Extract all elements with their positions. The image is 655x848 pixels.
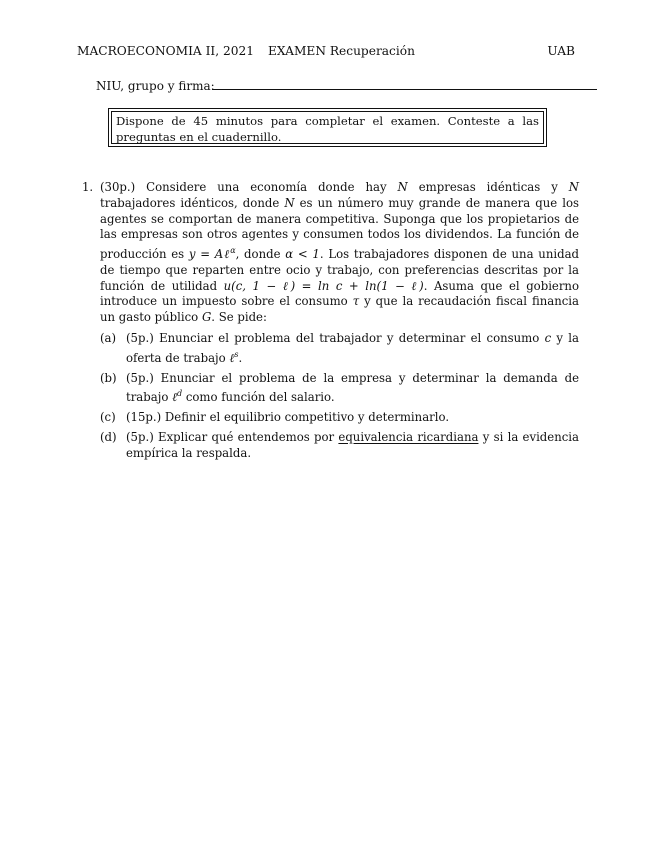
exam-title: EXAMEN Recuperación <box>268 44 415 58</box>
var-N: N <box>568 180 580 194</box>
statement-text: . Se pide: <box>211 310 267 325</box>
statement-text: . Los trabajadores disponen de una unidad de tiempo que reparten entre ocio y trabajo, con preferencias descritas por la función de utilidad <box>100 247 580 293</box>
subquestion-d <box>100 430 579 462</box>
question-points: (30p.) <box>100 180 136 194</box>
subquestion-text: como función del salario. <box>185 390 335 405</box>
subquestion-text: Enunciar el problema del trabajador y determinar el consumo <box>159 331 540 346</box>
subquestion-text: Enunciar el problema de la empresa y determinar la demanda de trabajo <box>126 370 579 405</box>
statement-text: . Asuma que el gobierno introduce un impuesto sobre el consumo <box>100 278 579 309</box>
statement-text: es un número muy grande de manera que los agentes se comportan de manera competitiva. Suponga que los propietarios de las empresas son otros agentes y consumen todos los dividendos. La función de producción es <box>100 195 580 262</box>
underlined-term: equivalencia ricardiana <box>338 429 479 444</box>
subquestion-b <box>100 371 579 406</box>
alpha-condition: α < 1 <box>285 247 320 262</box>
instructions-text: Dispone de 45 minutos para completar el examen. Conteste a las preguntas en el cuadernillo. <box>111 111 544 144</box>
subquestion-points: (15p.) <box>126 410 162 425</box>
var-labor-demand: ℓ$^d$ <box>172 389 183 405</box>
statement-text: Considere una economía donde hay <box>146 180 387 194</box>
subquestion-text: Definir el equilibrio competitivo y determinarlo. <box>164 410 450 425</box>
subquestion-label: (c) <box>100 410 116 425</box>
question-number: 1. <box>82 180 94 194</box>
subquestion-text: y si la evidencia empírica la respalda. <box>126 429 579 460</box>
institution: UAB <box>547 44 575 58</box>
instructions-box <box>108 108 547 147</box>
statement-text: empresas idénticas y <box>418 180 558 194</box>
utility-function: u(c, 1 − ℓ) = ln c + ln(1 − ℓ) <box>223 278 424 293</box>
subquestion-label: (a) <box>100 331 117 346</box>
var-tau: τ <box>352 294 360 309</box>
var-N: N <box>397 180 408 194</box>
subquestion-label: (d) <box>100 429 117 444</box>
production-function: y = Aℓ$^\alpha$ <box>188 246 236 262</box>
signature-line <box>212 89 597 90</box>
var-G: G <box>201 310 212 325</box>
subquestion-a <box>100 331 579 366</box>
subquestion-list <box>100 331 579 461</box>
var-c: c <box>544 331 552 346</box>
var-labor-supply: ℓ$^s$ <box>229 349 239 365</box>
subquestion-points: (5p.) <box>126 370 154 385</box>
niu-label: NIU, grupo y firma: <box>96 79 215 93</box>
course-title: MACROECONOMIA II, 2021 <box>77 44 255 58</box>
subquestion-text: y la oferta de trabajo <box>126 331 580 365</box>
subquestion-text: . <box>238 350 243 365</box>
subquestion-label: (b) <box>100 370 117 385</box>
statement-text: trabajadores idénticos, donde <box>100 195 280 210</box>
statement-text: y que la recaudación fiscal financia un gasto público <box>100 294 580 325</box>
question-1 <box>82 180 579 465</box>
subquestion-points: (5p.) <box>126 331 154 346</box>
statement-text: , donde <box>235 247 281 262</box>
question-statement <box>100 180 579 326</box>
var-N: N <box>284 195 295 210</box>
subquestion-c <box>100 410 579 426</box>
subquestion-text: Explicar qué entendemos por <box>158 429 335 444</box>
subquestion-points: (5p.) <box>126 429 154 444</box>
